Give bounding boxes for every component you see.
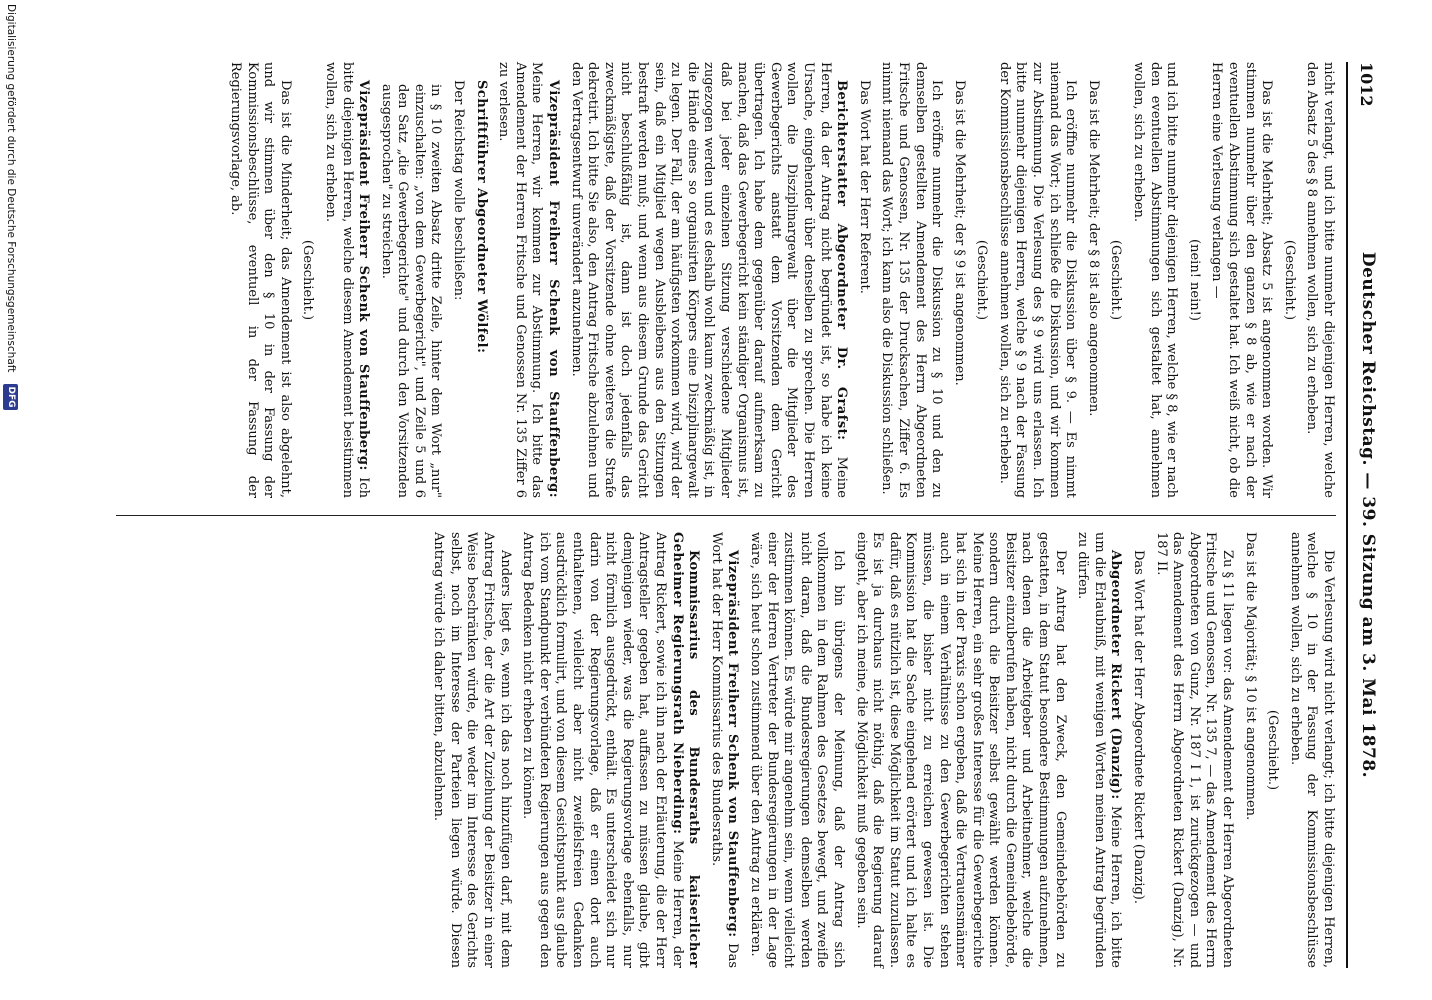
stage-direction: (Geschieht.) — [1108, 239, 1124, 321]
body-paragraph: Das ist die Mehrheit; Absatz 5 ist angenommen worden. Wir stimmen nunmehr über den ganzen § 8 ab, wie er nach der eventuellen Abstimmung sich gestaltet hat. Ich weiß nicht, ob die Herren eine Verlesung verlangen — — [1209, 62, 1275, 498]
body-paragraph: Anders liegt es, wenn ich das noch hinzufügen darf, mit dem Antrag Fritsche, der die Art der Zuziehung der Beisitzer in einer Weise beschränken würde, die weder im Interesse des Gerichts selbst, noch im Interesse der Parteien liegen würde. Diesen Antrag würde ich daher bitten, abzulehnen. — [431, 532, 513, 968]
body-paragraph: Das ist die Minderheit; das Amendement ist also abgelehnt, und wir stimmen über den § 10 in der Fassung der Kommissionsbeschlüsse, eventuell in der Fassung der Regierungsvorlage, ab. — [227, 62, 293, 498]
speech-text: Meine Herren, ich bitte um die Erlaubniß, mit wenigen Worten meinen Antrag begründen zu dürfen. — [1075, 532, 1124, 968]
body-paragraph: Die Verlesung wird nicht verlangt; ich bitte diejenigen Herren, welche § 10 in der Fassung der Kommissionsbeschlüsse annehmen wollen, sich zu erheben. — [1287, 532, 1336, 968]
body-paragraph: Ich eröffne nunmehr die Diskussion über § 9. — Es nimmt niemand das Wort; ich schließe die Diskussion, und wir kommen zur Abstimmung. Die Verlesung des § 9 wird uns erlassen. Ich bitte nunmehr diejenigen Herren, welche § 9 nach der Fassung der Kommissionsbeschlüsse annehmen wollen, sich zu erheben. — [996, 62, 1079, 498]
column-divider — [116, 515, 1336, 516]
digitization-credit — [0, 0, 20, 1000]
stage-direction: (Geschieht.) — [974, 239, 990, 321]
page-number: 1012 — [1357, 62, 1376, 107]
speaker-paragraph — [472, 62, 489, 498]
speech-text: Meine Herren, da der Antrag nicht begründet ist, so habe ich keine Ursache, eingehender über denselben zu sprechen. Die Herren wollen die Disziplinargewalt über die Mitglieder des Gewerbegerichts anstatt dem Vorsitzenden dem Gericht übertragen. Ich habe dem gegenüber darauf aufmerksam zu machen, daß das Gewerbegericht kein ständiger Organismus ist, daß bei jeder einzelnen Sitzung verschiedene Mitglieder zugezogen werden und es deshalb wohl kaum zweckmäßig ist, in die Hände eines so organisirten Körpers eine Disziplinargewalt zu legen. Der Fall, der am häufigsten vorkommen wird, wird der sein, daß ein Mitglied wegen Ausbleibens aus den Sitzungen bestraft werden muß; und wenn aus diesem Grunde das Gericht nicht beschlußfähig ist, dann ist doch jedenfalls das zweckmäßigste, daß der Vorsitzende ohne weiteres die Strafe dekretirt. Ich bitte Sie also, den Antrag Fritsche abzulehnen und den Vertragsentwurf unverändert anzunehmen. — [568, 62, 850, 498]
quoted-motion: in § 10 zweiten Absatz dritte Zeile, hinter dem Wort „nur" einzuschalten: „von dem Gewerbegericht", und Zeile 5 und 6 den Satz „die Gewerbegerichte" und durch den Vorsitzenden ausgesprochen" zu streichen. — [378, 84, 444, 498]
speech-text: Ich bitte diejenigen Herren, welche diesem Amendement beistimmen wollen, sich zu erheben. — [322, 62, 372, 499]
speaker-paragraph — [321, 62, 371, 498]
page-header — [1346, 62, 1382, 968]
speaker-name: Vizepräsident Freiherr Schenk von Stauffenberg: — [356, 80, 372, 471]
speaker-paragraph — [707, 532, 740, 968]
speaker-paragraph — [519, 532, 702, 968]
speech-text: Das Wort hat der Herr Kommissarius des Bundesraths. — [708, 532, 741, 968]
page-title: Deutscher Reichstag. — 39. Sitzung am 3. Mai 1878. — [1358, 251, 1378, 779]
stage-direction: (nein! nein!) — [1186, 239, 1202, 321]
stage-direction: (Geschieht.) — [300, 239, 316, 321]
stage-direction: (Geschieht.) — [1281, 239, 1297, 321]
speaker-name: Schriftführer Abgeordneter Wölfel: — [473, 80, 489, 354]
stage-direction: (Geschieht.) — [1265, 709, 1281, 791]
credit-text: Digitalisierung gefördert durch die Deutsche Forschungsgemeinschaft — [5, 4, 17, 373]
body-paragraph: Das ist die Majorität; § 10 ist angenommen. — [1242, 532, 1258, 821]
body-paragraph: Der Antrag hat den Zweck, den Gemeindebehörden zu gestatten, in dem Statut besondere Bestimmungen aufzunehmen, nach denen die Arbeitgeber und Arbeitnehmer, welche die Beisitzer einzuberufen haben, nicht durch die Gemeindebehörde, sondern durch die Beisitzer selbst gewählt werden können. Meine Herren, ein sehr großes Interesse für die Gewerbegerichte hat sich in der Praxis schon ergeben, daß die Vertrauensmänner auch in einem Verhältnisse zu den Gewerbegerichten stehen müssen, die bisher nicht zu erreichen gewesen ist. Die Kommission hat die Sache eingehend erörtert und ich halte es dafür, daß es nützlich ist, diese Möglichkeit im Statut zuzulassen. Es ist ja durchaus nicht nöthig, daß die Regierung darauf eingeht, aber ich meine, die Möglichkeit muß gegeben sein. — [853, 532, 1068, 968]
body-paragraph: Ich bin übrigens der Meinung, daß der Antrag sich vollkommen in dem Rahmen des Gesetzes bewegt, und zweifle nicht daran, daß die Bundesregierungen demselben werden zustimmen können. Es würde mir angenehm sein, wenn vielleicht einer der Herren Vertreter der Bundesregierungen in der Lage wäre, sich heut schon zustimmend über den Antrag zu erklären. — [748, 532, 846, 968]
body-paragraph: Das Wort hat der Herr Abgeordnete Rickert (Danzig). — [1131, 550, 1147, 905]
body-paragraph: nicht verlangt, und ich bitte nunmehr diejenigen Herren, welche den Absatz 5 des § 8 annehmen wollen, sich zu erheben. — [1304, 62, 1336, 498]
dfg-logo: DFG — [3, 384, 18, 410]
speech-text: Meine Herren, wir kommen zur Abstimmung. Ich bitte das Amendement der Herren Fritsche und Genossen Nr. 135 Ziffer 6 zu verlesen. — [496, 62, 545, 498]
body-paragraph: Das ist die Mehrheit; der § 8 ist also angenommen. — [1085, 80, 1101, 417]
body-paragraph: Das Wort hat der Herr Referent. — [856, 80, 872, 294]
speaker-paragraph — [1074, 532, 1124, 968]
right-column — [424, 532, 1336, 968]
body-paragraph: Der Reichstag wolle beschließen: — [451, 80, 467, 301]
speaker-name: Vizepräsident Freiherr Schenk von Stauffenberg: — [546, 80, 562, 498]
body-paragraph: Das ist die Mehrheit; der § 9 ist angenommen. — [951, 80, 967, 386]
speaker-name: Kommissarius des Bundesraths kaiserlicher Geheimer Regierungsrath Nieberding: — [669, 532, 702, 968]
speaker-paragraph — [567, 62, 849, 498]
newspaper-sheet — [52, 62, 1382, 968]
speaker-name: Berichterstatter Abgeordneter Dr. Grafst: — [834, 80, 850, 441]
body-paragraph: und ich bitte nunmehr diejenigen Herren, welche § 8, wie er nach den eventuellen Abstimmungen sich gestaltet hat, annehmen wollen, sich zu erheben. — [1131, 62, 1180, 498]
speaker-name: Abgeordneter Rickert (Danzig): — [1108, 550, 1124, 800]
speech-text: Meine Herren, der Antrag Rickert, sowie ich ihn nach der Erläuterung, die der Herr Antragsteller gegeben hat, auffassen zu müssen glaube, gibt demjenigen wieder, was die Regierungsvorlage ebenfalls, nur nicht förmlich ausgedrückt, enthält. Es unterscheidet sich nur darin von der Regierungsvorlage, daß er einen dort auch enthaltenen, vielleicht aber nicht zweifelsfreien Gedanken ausdrücklich formulirt, und von diesem Gesichtspunkt aus glaube ich vom Standpunkt der verbündeten Regierungen aus gegen den Antrag Bedenken nicht erheben zu können. — [520, 532, 685, 968]
left-column — [220, 62, 1336, 498]
body-paragraph: Zu § 11 liegen vor: das Amendement der Herren Abgeordneten Fritsche und Genossen, Nr. 135 7, — das Amendement des Herrn Abgeordneten von Gunz, Nr. 187 I 1, ist zurückgezogen — und das Amendement des Herrn Abgeordneten Rickert (Danzig), Nr. 187 II. — [1153, 532, 1236, 968]
body-paragraph: Ich eröffne nunmehr die Diskussion zu § 10 und den zu demselben gestellten Amendement des Herrn Abgeordneten Fritsche und Genossen, Nr. 135 der Drucksachen, Ziffer 6. Es nimmt niemand das Wort; ich kann also die Diskussion schließen. — [879, 62, 945, 498]
speaker-paragraph — [495, 62, 561, 498]
speaker-name: Vizepräsident Freiherr Schenk von Stauffenberg: — [725, 550, 741, 938]
